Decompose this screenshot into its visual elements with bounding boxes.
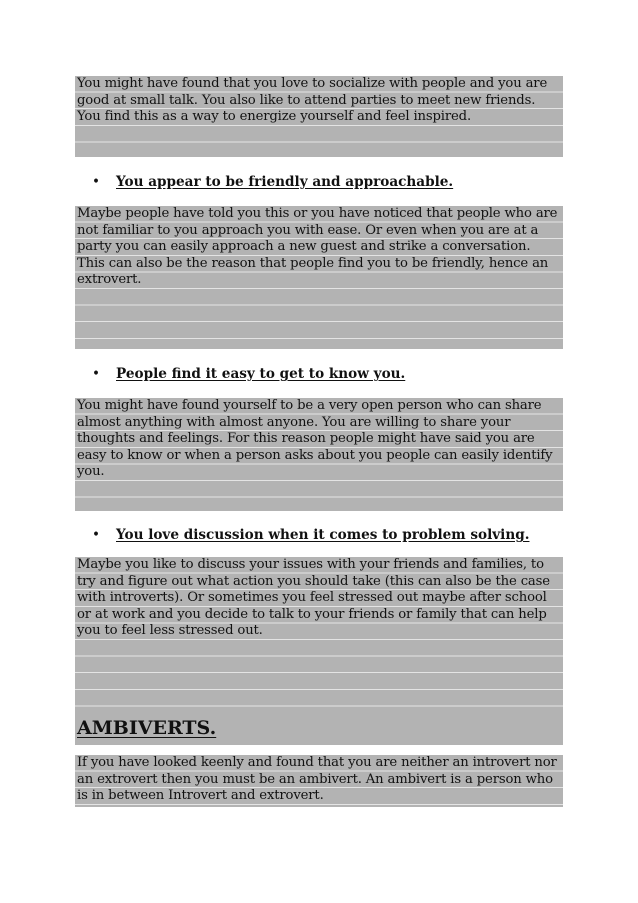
paragraph-text: You might have found that you love to socialize with people and you are good at small talk. You also like to attend parties to meet new friends. You find this as a way to energize yourself and feel inspired. xyxy=(77,76,548,125)
bullet-icon: • xyxy=(92,174,101,190)
section-heading-ambiverts: AMBIVERTS. xyxy=(75,711,563,745)
paragraph-open-person xyxy=(75,398,563,511)
paragraph-ambivert xyxy=(75,755,563,807)
bullet-problem-solving xyxy=(92,527,529,543)
paragraph-text: Maybe people have told you this or you have noticed that people who are not familiar to you approach you with ease. Or even when you are at a party you can easily approach a new guest and strike a conversation. This can also be the reason that people find you to be friendly, hence an extrovert. xyxy=(77,206,558,288)
paragraph-discussion xyxy=(75,557,563,711)
bullet-label: You appear to be friendly and approachable. xyxy=(116,174,454,190)
paragraph-socialize xyxy=(75,76,563,157)
bullet-label: You love discussion when it comes to problem solving. xyxy=(116,527,530,543)
bullet-icon: • xyxy=(92,366,101,382)
bullet-label: People find it easy to get to know you. xyxy=(116,366,406,382)
bullet-friendly xyxy=(92,174,453,190)
paragraph-text: You might have found yourself to be a very open person who can share almost anything with almost anyone. You are willing to share your thoughts and feelings. For this reason people might have said you are easy to know or when a person asks about you people can easily identify you. xyxy=(77,398,553,480)
paragraph-text: Maybe you like to discuss your issues with your friends and families, to try and figure out what action you should take (this can also be the case with introverts). Or sometimes you feel stressed out maybe after school or at work and you decide to talk to your friends or family that can help you to feel less stressed out. xyxy=(77,557,550,639)
paragraph-text: If you have looked keenly and found that you are neither an introvert nor an extrovert then you must be an ambivert. An ambivert is a person who is in between Introvert and extrovert. xyxy=(77,755,557,804)
bullet-easy-to-know xyxy=(92,366,405,382)
paragraph-friendly xyxy=(75,206,563,349)
bullet-icon: • xyxy=(92,527,101,543)
